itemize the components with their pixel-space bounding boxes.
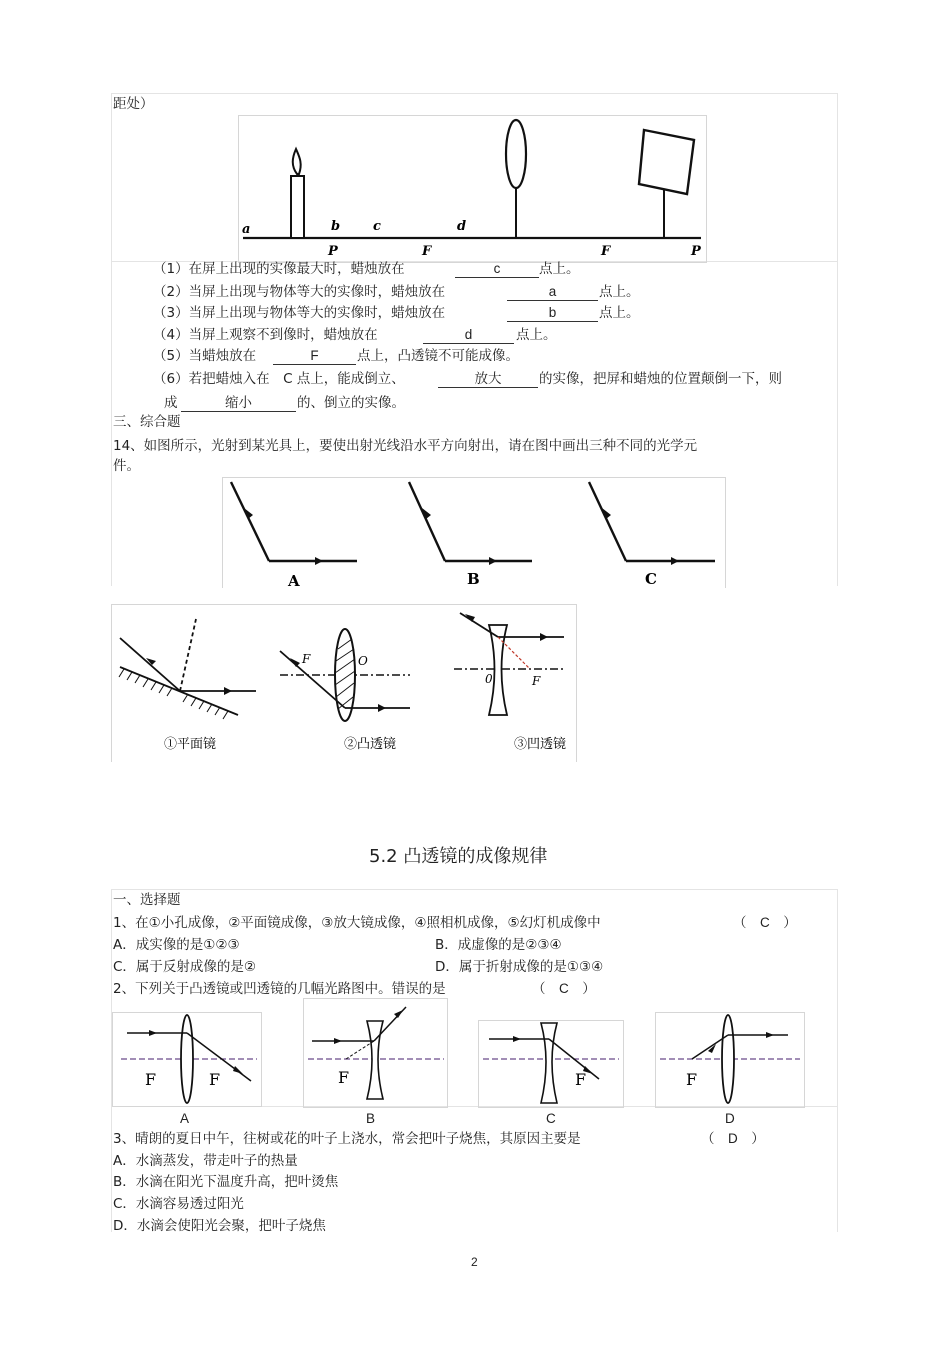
q14-answer-figure (111, 604, 577, 762)
mc3-option-a: A．水滴蒸发，带走叶子的热量 (113, 1153, 298, 1169)
q13-1-post: 点上。 (539, 261, 580, 277)
mc2-figure-a (112, 1012, 262, 1107)
q14-answer-f-convex: F (302, 652, 311, 666)
frame-right-line (837, 93, 838, 586)
q14-answer-label-1: ①平面镜 (164, 737, 217, 752)
q13-6-text: （6）若把蜡烛入在 C 点上，能成倒立、 (153, 371, 405, 387)
mc1-option-a: A．成实像的是①②③ (113, 937, 240, 953)
mc3-stem: 3、晴朗的夏日中午，往树或花的叶子上浇水，常会把叶子烧焦，其原因主要是 (113, 1131, 581, 1147)
mc2-figure-b (303, 998, 448, 1108)
lens-setup-figure (238, 115, 707, 263)
mc2-figure-c (478, 1020, 624, 1108)
q14-answer-o-concave: 0 (485, 672, 493, 686)
point-f-left: F (422, 244, 432, 259)
mc2-label-a: A (180, 1111, 190, 1126)
q13-5-post: 点上，凸透镜不可能成像。 (357, 348, 519, 364)
frame2-top-line (111, 889, 838, 890)
q13-6-mid: 的实像，把屏和蜡烛的位置颠倒一下，则 (539, 371, 782, 387)
q14-figure (222, 477, 726, 588)
mc2-a-f-right: F (209, 1070, 221, 1089)
mc3-option-d: D．水滴会使阳光会聚，把叶子烧焦 (113, 1218, 326, 1234)
section-title: 5.2 凸透镜的成像规律 (369, 846, 548, 867)
q14-label-b: B (467, 570, 480, 588)
point-p-right: P (691, 244, 701, 259)
q14-answer-label-2: ②凸透镜 (344, 737, 397, 752)
mc1-answer: （ C ） (733, 915, 797, 930)
mc2-a-f-left: F (145, 1070, 157, 1089)
q13-2-post: 点上。 (599, 284, 640, 300)
q13-3-answer: b (507, 305, 598, 322)
q14-label-a: A (288, 572, 300, 588)
point-b: b (331, 219, 341, 234)
q13-3-text: （3）当屏上出现与物体等大的实像时，蜡烛放在 (153, 305, 446, 321)
q13-5-text: （5）当蜡烛放在 (153, 348, 257, 364)
frame-top-line (111, 93, 838, 94)
q13-1-text: （1）在屏上出现的实像最大时，蜡烛放在 (153, 261, 405, 277)
part1-heading: 一、选择题 (113, 892, 181, 908)
point-a: a (242, 222, 251, 237)
point-f-right: F (601, 244, 611, 259)
section-3-heading: 三、综合题 (113, 414, 181, 430)
q14-answer-o-convex: O (358, 654, 368, 668)
q14-answer-f-concave: F (532, 674, 541, 688)
q13-6-pre2: 成 (164, 395, 178, 411)
mc2-stem: 2、下列关于凸透镜或凹透镜的几幅光路图中。错误的是 (113, 981, 446, 997)
mc3-option-c: C．水滴容易透过阳光 (113, 1196, 244, 1212)
mc1-option-c: C．属于反射成像的是② (113, 959, 257, 975)
q13-2-answer: a (507, 284, 598, 301)
mc2-d-f: F (686, 1070, 698, 1089)
q14-label-c: C (645, 570, 657, 588)
mc2-figure-d (655, 1012, 805, 1108)
mc3-answer: （ D ） (701, 1131, 765, 1146)
point-p-left: P (328, 244, 338, 259)
mc3-option-b: B．水滴在阳光下温度升高，把叶烫焦 (113, 1174, 339, 1190)
q13-4-answer: d (423, 327, 514, 344)
mc2-label-d: D (725, 1111, 735, 1126)
top-fragment: 距处） (113, 96, 154, 112)
q13-6-answer2: 缩小 (181, 395, 296, 412)
mc1-option-d: D．属于折射成像的是①③④ (435, 959, 604, 975)
point-c: c (373, 219, 381, 234)
mc1-stem: 1、在①小孔成像，②平面镜成像，③放大镜成像，④照相机成像，⑤幻灯机成像中 (113, 915, 601, 931)
q14-line1: 14、如图所示，光射到某光具上，要使出射光线沿水平方向射出，请在图中画出三种不同的光学元 (113, 438, 698, 454)
q13-5-answer: F (273, 348, 356, 365)
q14-line2: 件。 (113, 458, 140, 474)
point-d: d (457, 219, 467, 234)
page-number: 2 (471, 1255, 478, 1269)
mc2-c-f: F (575, 1070, 587, 1089)
q13-2-text: （2）当屏上出现与物体等大的实像时，蜡烛放在 (153, 284, 446, 300)
q13-6-post2: 的、倒立的实像。 (297, 395, 405, 411)
frame-left-line (111, 93, 112, 586)
mc2-answer: （ C ） (532, 981, 596, 996)
q13-6-answer1: 放大 (438, 371, 538, 388)
q13-4-text: （4）当屏上观察不到像时，蜡烛放在 (153, 327, 378, 343)
mc2-b-f: F (338, 1068, 350, 1087)
q13-3-post: 点上。 (599, 305, 640, 321)
mc2-label-b: B (366, 1111, 376, 1126)
q14-answer-label-3: ③凹透镜 (514, 737, 567, 752)
mc2-label-c: C (546, 1111, 556, 1126)
frame2-right-line (837, 889, 838, 1232)
mc1-option-b: B．成虚像的是②③④ (435, 937, 562, 953)
q13-4-post: 点上。 (516, 327, 557, 343)
q13-1-answer: c (455, 261, 539, 278)
